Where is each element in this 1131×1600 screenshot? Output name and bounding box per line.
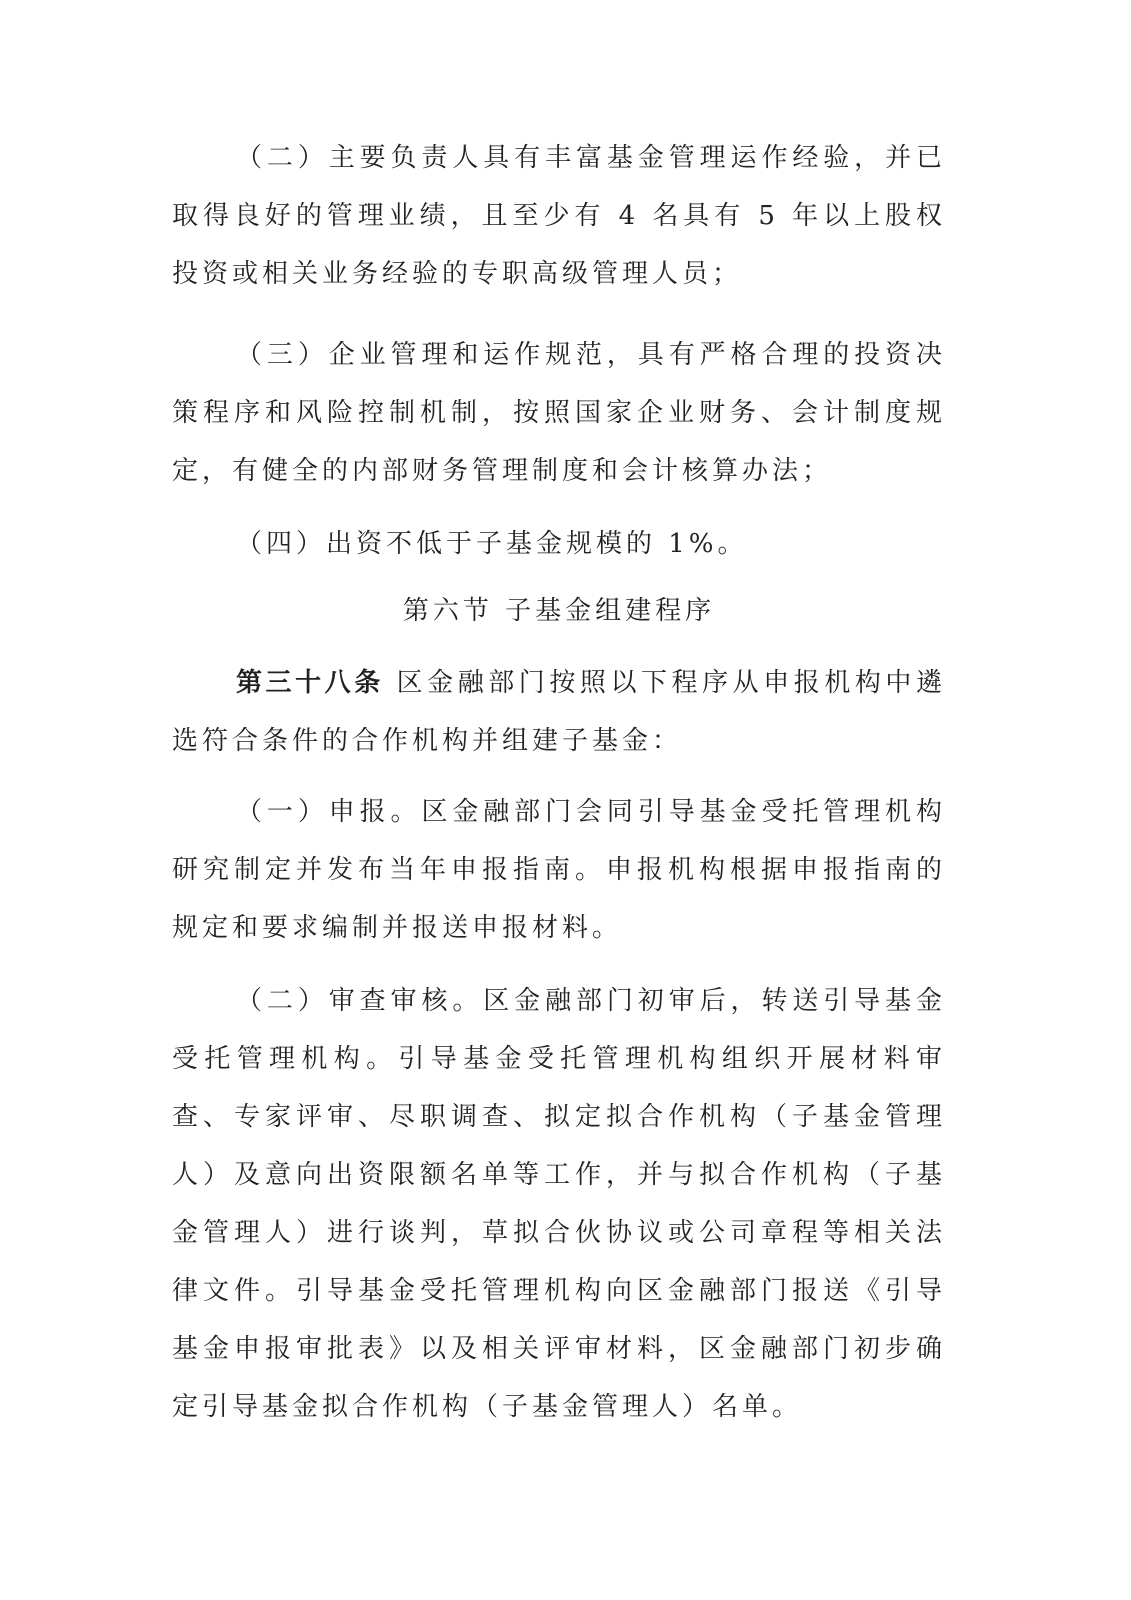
procedure-item-1 bbox=[172, 783, 946, 957]
article-number: 第三十八条 bbox=[236, 668, 384, 698]
article-38 bbox=[172, 654, 946, 770]
paragraph-qualification-4 bbox=[172, 515, 946, 573]
paragraph-qualification-2 bbox=[172, 129, 946, 303]
article-text: 区金融部门按照以下程序从申报机构中遴选符合条件的合作机构并组建子基金： bbox=[172, 668, 946, 756]
article-paragraph bbox=[172, 654, 946, 770]
section-heading-text: 第六节 子基金组建程序 bbox=[402, 596, 716, 626]
procedure-item-2 bbox=[172, 972, 946, 1436]
paragraph-text: （二）审查审核。区金融部门初审后，转送引导基金受托管理机构。引导基金受托管理机构组织开展材料审查、专家评审、尽职调查、拟定拟合作机构（子基金管理人）及意向出资限额名单等工作，并与拟合作机构（子基金管理人）进行谈判，草拟合伙协议或公司章程等相关法律文件。引导基金受托管理机构向区金融部门报送《引导基金申报审批表》以及相关评审材料，区金融部门初步确定引导基金拟合作机构（子基金管理人）名单。 bbox=[172, 986, 946, 1422]
paragraph-text: （一）申报。区金融部门会同引导基金受托管理机构研究制定并发布当年申报指南。申报机构根据申报指南的规定和要求编制并报送申报材料。 bbox=[172, 797, 946, 943]
paragraph-text: （三）企业管理和运作规范，具有严格合理的投资决策程序和风险控制机制，按照国家企业财务、会计制度规定，有健全的内部财务管理制度和会计核算办法； bbox=[172, 340, 946, 486]
paragraph-text: （二）主要负责人具有丰富基金管理运作经验，并已取得良好的管理业绩，且至少有 4 名具有 5 年以上股权投资或相关业务经验的专职高级管理人员； bbox=[172, 143, 946, 289]
paragraph-qualification-3 bbox=[172, 326, 946, 500]
section-heading bbox=[172, 582, 946, 640]
paragraph-text: （四）出资不低于子基金规模的 1%。 bbox=[236, 529, 748, 559]
